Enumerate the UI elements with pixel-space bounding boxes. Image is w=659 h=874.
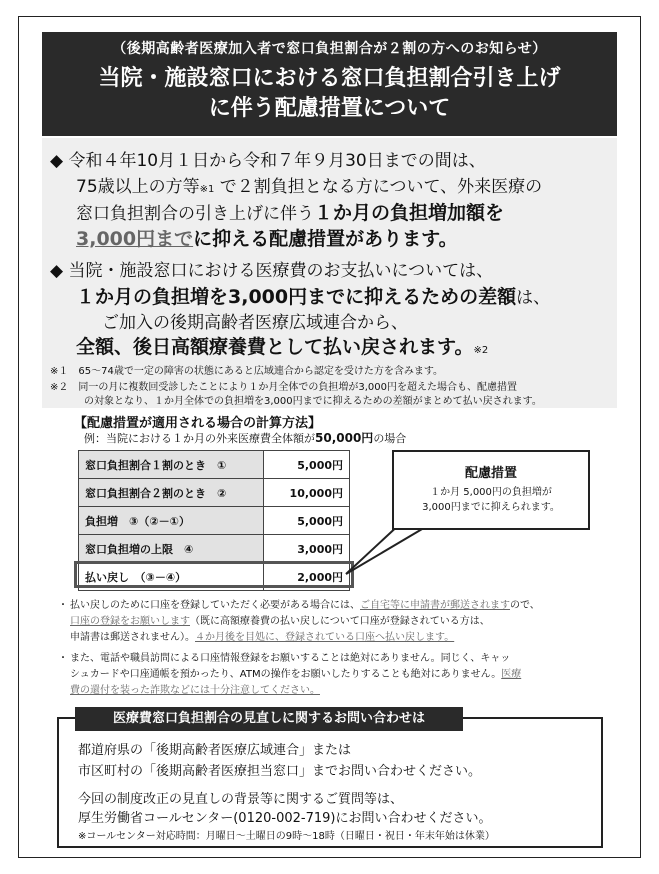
para1-text1a: 払い戻しのために口座を登録していただく必要がある場合には、 [70, 600, 360, 611]
row-value: 5,000円 [264, 507, 350, 535]
bullet2-text2a: １か月の負担増を3,000円までに抑えるための差額 [76, 286, 517, 308]
bullet1-text4b: に抑える配慮措置があります。 [193, 228, 458, 250]
callout-line1: １か月 5,000円の負担増が [430, 487, 552, 498]
bullet2-line2 [76, 282, 550, 309]
table-row [79, 507, 350, 535]
para1-text2b: （既に高額療養費の払い戻しについて口座が登録されている方は、 [190, 616, 490, 627]
header-banner [42, 32, 617, 136]
header-title-line1: 当院・施設窓口における窓口負担割合引き上げ [98, 66, 561, 91]
calc-title: 【配慮措置が適用される場合の計算方法】 [74, 416, 322, 431]
row-value: 5,000円 [264, 451, 350, 479]
bullet2-text1: 当院・施設窓口における医療費のお支払いについては、 [68, 261, 494, 281]
callout-bubble [392, 450, 590, 530]
note-ref-2: ※2 [473, 345, 489, 356]
table-row [79, 479, 350, 507]
row-label: 払い戻し （③－④） [79, 563, 264, 591]
calc-example-c: の場合 [373, 432, 407, 445]
row-value: 3,000円 [264, 535, 350, 563]
bullet2-text4a: 全額、後日高額療養費として払い戻されます。 [76, 336, 474, 358]
diamond-icon: ◆ [50, 261, 64, 281]
row-label: 窓口負担増の上限 ④ [79, 535, 264, 563]
bullet1-text3a: 窓口負担割合の引き上げに伴う [76, 204, 314, 224]
diamond-icon: ◆ [50, 151, 64, 171]
para2-text2a: シュカードや口座通帳を預かったり、ATMの操作をお願いしたりすることも絶対にありません。 [70, 669, 502, 680]
callout-line2: 3,000円までに抑えられます。 [422, 502, 560, 513]
bullet1-text2b: で２割負担となる方について、外来医療の [219, 177, 543, 197]
table-row [79, 451, 350, 479]
para2-text3: 費の還付を装った詐欺などには十分注意してください。 [70, 685, 320, 696]
row-label: 負担増 ③（②－①） [79, 507, 264, 535]
bullet2-line4 [76, 332, 488, 359]
para1-text3b: ４か月後を目処に、登録されている口座へ払い戻します。 [195, 632, 455, 643]
para1-text1c: ので、 [510, 600, 540, 611]
footnote-2a: ※２ 同一の月に複数回受診したことにより１か月全体での負担増が3,000円を超えた場合も、配慮措置 [50, 382, 518, 393]
contact-heading: 医療費窓口負担割合の見直しに関するお問い合わせは [75, 707, 463, 731]
calc-example-amount: 50,000円 [315, 431, 374, 445]
calc-example [84, 429, 406, 446]
para2-text2b: 医療 [501, 669, 522, 680]
bullet2-text3: ご加入の後期高齢者医療広域連合から、 [102, 313, 408, 333]
para1-text1b: ご自宅等に申請書が郵送されます [360, 600, 510, 611]
fraud-warning-paragraph [58, 651, 610, 699]
para1-text2a: 口座の登録をお願いします [70, 616, 190, 627]
footnote-1: ※１ 65～74歳で一定の障害の状態にあると広域連合から認定を受けた方を含みます。 [50, 366, 444, 377]
contact-line3: 今回の制度改正の見直しの背景等に関するご質問等は、 [78, 792, 404, 807]
refund-paragraph [58, 598, 610, 646]
table-row [79, 535, 350, 563]
bullet1-line4 [76, 224, 458, 251]
para2-text1: また、電話や職員訪問による口座情報登録をお願いすることは絶対にありません。同じく、キャッ [70, 653, 511, 664]
contact-line1: 都道府県の「後期高齢者医療広域連合」または [78, 743, 352, 758]
limit-amount-text: 3,000円まで [76, 228, 194, 250]
contact-line2: 市区町村の「後期高齢者医療担当窓口」までお問い合わせください。 [78, 764, 482, 779]
bullet2-line1 [50, 256, 493, 281]
contact-line4: 厚生労働省コールセンター(0120-002-719)にお問い合わせください。 [78, 811, 492, 826]
bullet2-text2b: は、 [516, 288, 551, 308]
note-ref-1: ※1 [199, 184, 215, 195]
bullet1-text1: 令和４年10月１日から令和７年９月30日までの間は、 [68, 151, 486, 171]
bullet-dot: ・ [58, 600, 68, 611]
contact-hours-note: ※コールセンター対応時間：月曜日～土曜日の9時～18時（日曜日・祝日・年末年始は休業） [78, 831, 495, 842]
calc-example-a: 例：当院における１か月の外来医療費全体額が [84, 432, 315, 445]
row-value: 10,000円 [264, 479, 350, 507]
row-label: 窓口負担割合２割のとき ② [79, 479, 264, 507]
header-title-line2: に伴う配慮措置について [208, 96, 451, 121]
row-value: 2,000円 [264, 563, 350, 591]
refund-highlight-box [74, 561, 354, 588]
para1-text3a: 申請書は郵送されません）。 [70, 632, 195, 643]
callout-title: 配慮措置 [464, 466, 517, 481]
bullet1-text3b: １か月の負担増加額を [314, 202, 505, 224]
bullet1-line1 [50, 146, 486, 171]
header-subtitle: （後期高齢者医療加入者で窓口負担割合が２割の方へのお知らせ） [112, 41, 547, 57]
bullet1-line2 [76, 172, 542, 197]
row-label: 窓口負担割合１割のとき ① [79, 451, 264, 479]
bullet-section [42, 138, 617, 408]
bullet2-line3 [102, 308, 408, 333]
bullet1-line3 [76, 198, 504, 225]
bullet1-text2a: 75歳以上の方等 [76, 177, 200, 197]
footnote-2b: の対象となり、１か月全体での負担増を3,000円までに抑えるための差額がまとめて払い戻されます。 [84, 396, 542, 407]
bullet-dot: ・ [58, 653, 68, 664]
